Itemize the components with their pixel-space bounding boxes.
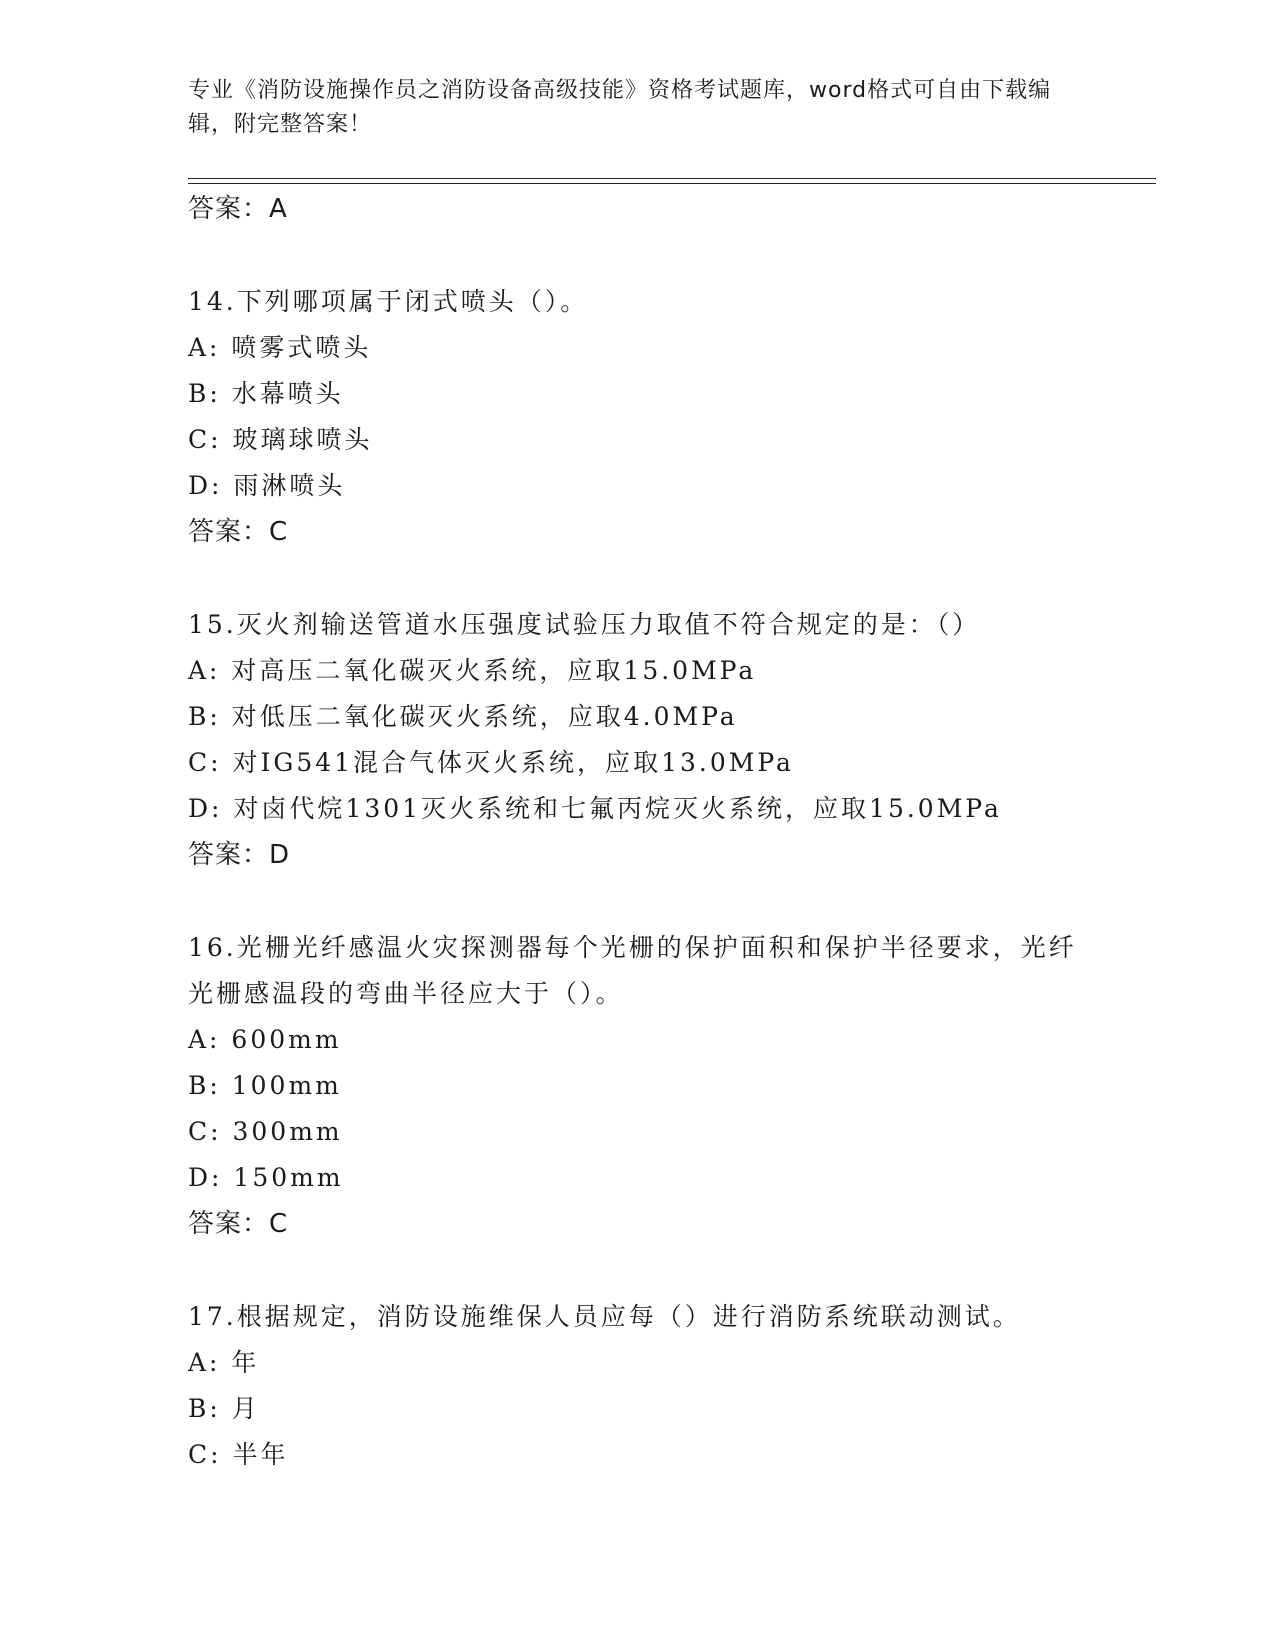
option-c: C: 对IG541混合气体灭火系统，应取13.0MPa <box>188 748 794 777</box>
previous-answer: 答案：A <box>188 194 288 224</box>
option-a: A: 600mm <box>188 1025 342 1054</box>
question-stem: 16.光栅光纤感温火灾探测器每个光栅的保护面积和保护半径要求，光纤光栅感温段的弯曲半径应大于（）。 <box>188 933 1077 1008</box>
option-c: C: 半年 <box>188 1440 289 1469</box>
option-b: B: 对低压二氧化碳灭火系统，应取4.0MPa <box>188 702 738 731</box>
spacer <box>188 1247 1148 1294</box>
option-b: B: 100mm <box>188 1071 342 1100</box>
question-14 <box>188 279 1148 555</box>
question-15 <box>188 602 1148 878</box>
header-divider-top <box>188 178 1156 179</box>
option-a: A: 对高压二氧化碳灭火系统，应取15.0MPa <box>188 656 757 685</box>
question-stem: 15.灭火剂输送管道水压强度试验压力取值不符合规定的是：（） <box>188 610 981 639</box>
option-d: D: 雨淋喷头 <box>188 471 346 500</box>
answer: 答案：D <box>188 840 291 870</box>
spacer <box>188 232 1148 279</box>
question-16 <box>188 925 1148 1247</box>
document-header: 专业《消防设施操作员之消防设备高级技能》资格考试题库，word格式可自由下载编辑，附完整答案！ <box>188 78 1052 137</box>
option-c: C: 玻璃球喷头 <box>188 425 373 454</box>
option-d: D: 150mm <box>188 1163 344 1192</box>
option-a: A: 喷雾式喷头 <box>188 333 372 362</box>
answer: 答案：C <box>188 517 289 547</box>
spacer <box>188 555 1148 602</box>
header-divider-bottom <box>188 183 1156 184</box>
option-d: D: 对卤代烷1301灭火系统和七氟丙烷灭火系统，应取15.0MPa <box>188 794 1002 823</box>
question-17 <box>188 1294 1148 1478</box>
answer: 答案：C <box>188 1209 289 1239</box>
option-c: C: 300mm <box>188 1117 343 1146</box>
question-list <box>188 186 1148 1478</box>
spacer <box>188 878 1148 925</box>
question-stem: 14.下列哪项属于闭式喷头（）。 <box>188 287 589 316</box>
option-b: B: 水幕喷头 <box>188 379 344 408</box>
option-a: A: 年 <box>188 1348 260 1377</box>
question-stem: 17.根据规定，消防设施维保人员应每（）进行消防系统联动测试。 <box>188 1302 1021 1331</box>
option-b: B: 月 <box>188 1394 260 1423</box>
